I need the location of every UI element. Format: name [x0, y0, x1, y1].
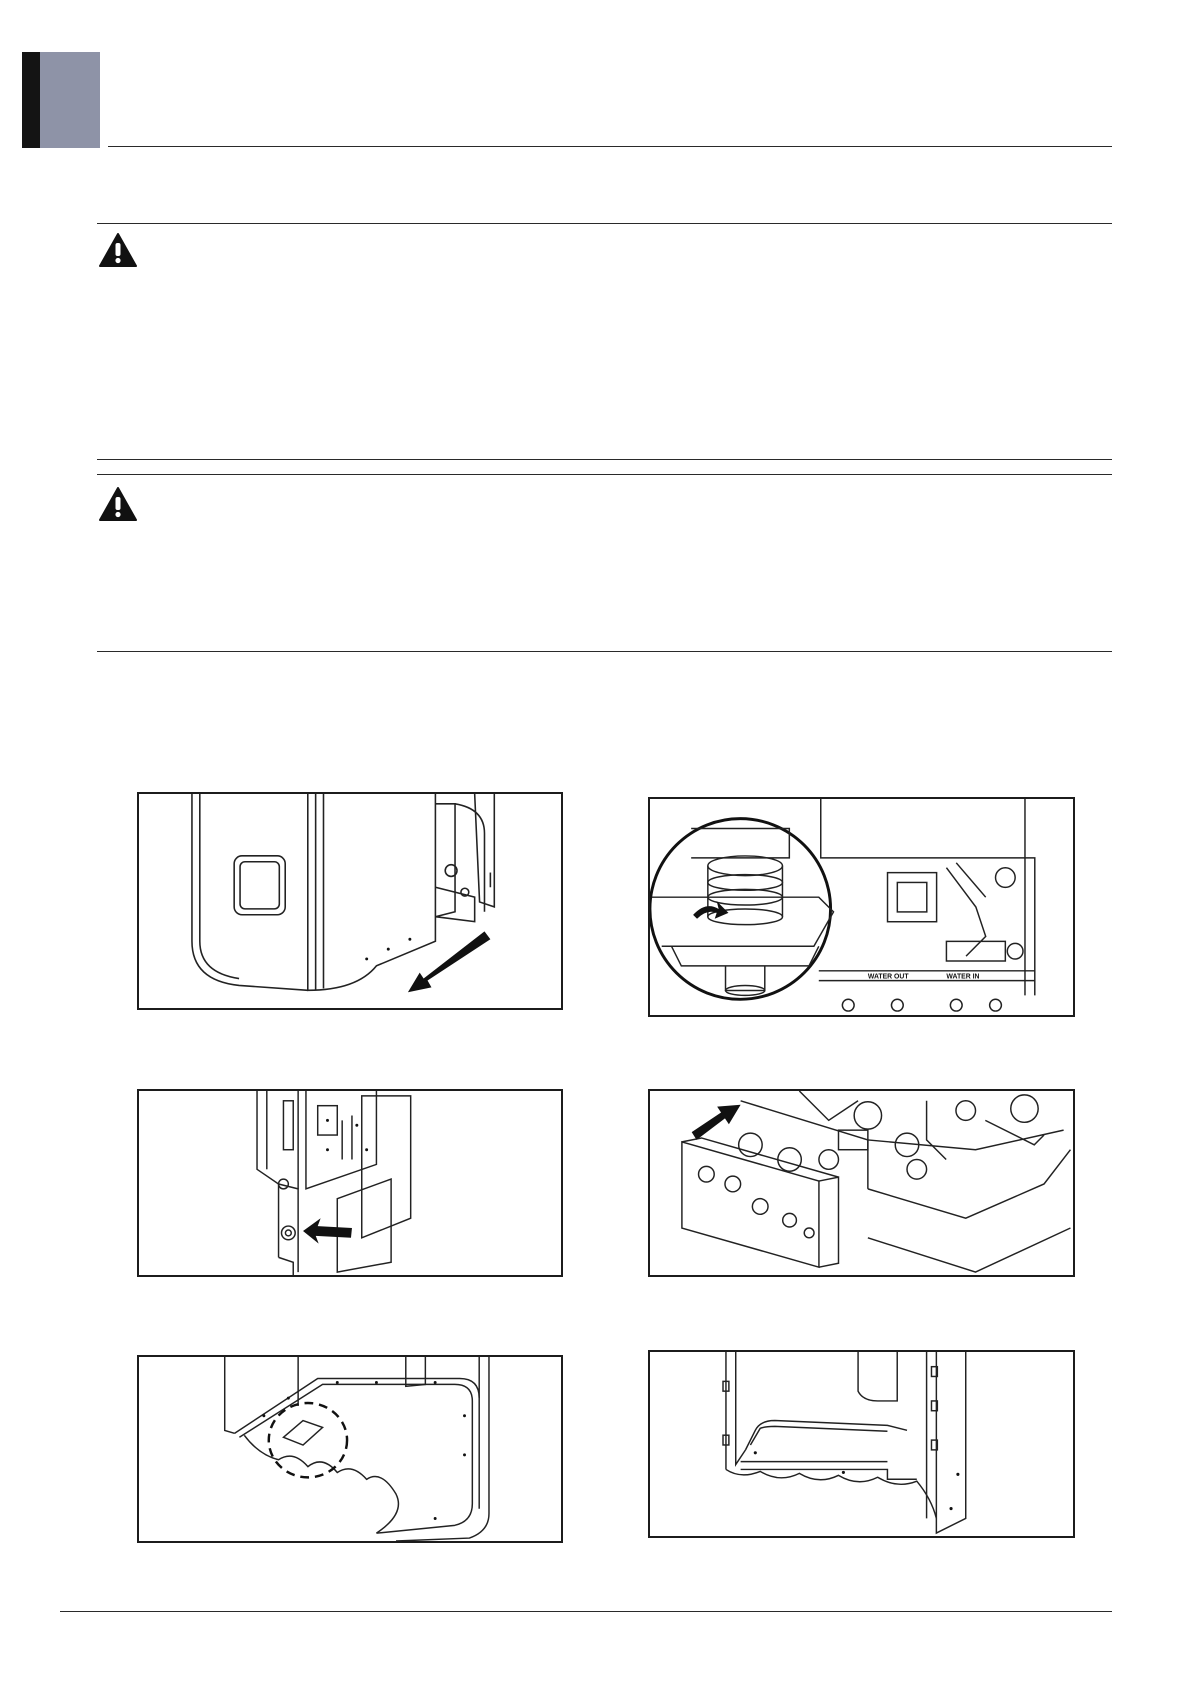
warning-triangle-icon — [98, 486, 138, 522]
bottom-pan-illustration — [139, 1357, 561, 1541]
water-in-label: WATER IN — [946, 973, 980, 981]
warning-2-top-rule — [97, 474, 1112, 475]
chapter-tab-accent-block — [40, 52, 100, 148]
warning-1-top-rule — [97, 223, 1112, 224]
footer-rule — [60, 1611, 1112, 1612]
figure-pipe-bracket-installation — [648, 1089, 1075, 1277]
pipe-bracket-illustration — [650, 1091, 1073, 1275]
figure-drain-pan-detail — [648, 797, 1075, 1017]
figure-bottom-pan-detail — [137, 1355, 563, 1543]
figure-front-cover-removal — [137, 792, 563, 1010]
drain-pan-illustration — [650, 799, 1073, 1015]
bottom-frame-illustration — [650, 1352, 1073, 1536]
header-rule — [108, 146, 1112, 147]
chapter-tab — [22, 52, 100, 148]
warning-1-bottom-rule — [97, 459, 1112, 460]
warning-2-bottom-rule — [97, 651, 1112, 652]
figure-side-panel-insertion — [137, 1089, 563, 1277]
side-panel-illustration — [139, 1091, 561, 1275]
warning-triangle-icon — [98, 232, 138, 268]
figure-bottom-frame-detail — [648, 1350, 1075, 1538]
chapter-tab-dark-bar — [22, 52, 40, 148]
water-out-label: WATER OUT — [867, 973, 909, 981]
front-cover-illustration — [139, 794, 561, 1008]
